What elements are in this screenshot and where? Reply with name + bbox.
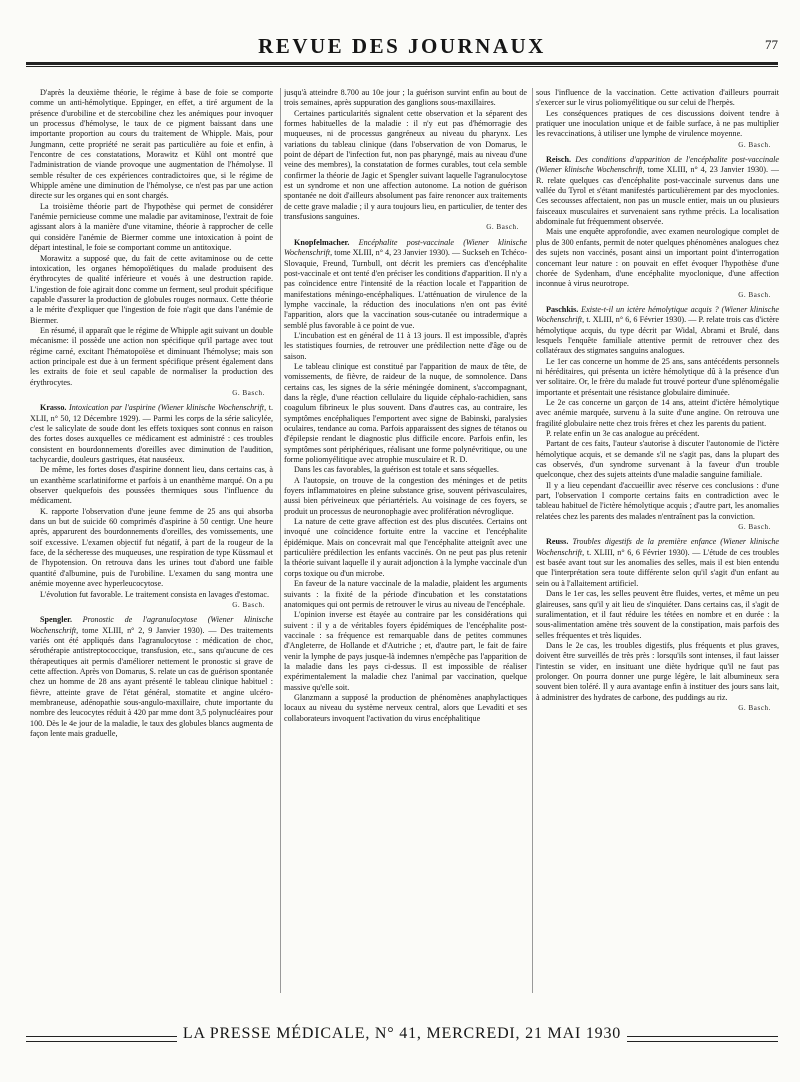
paragraph: Suckseh en Tchéco-Slovaquie, Freund, Turnbull, ont décrit les premiers cas d'encéphalite post-vaccinale et ont tenté d'en préciser les conditions d'apparition. Il n'y a pas coïncidence entre l'intensité de la réaction locale et l'apparition de manifestations méningo-encéphaliques. L'atténuation de virulence de la lymphe vaccinale, la réduction des inoculations n'en ont pas évité l'apparition, alors que la vaccination sous-cutanée ou intradermique a semblé plus favorable à ce point de vue. [284,248,527,330]
article-heading [536,305,779,357]
article-reuss [536,537,779,713]
article-title: Intoxication par l'aspirine [69,403,156,413]
article-title: Existe-t-il un ictère hémolytique acquis ? [581,304,719,314]
paragraph: Il y a lieu cependant d'accueillir avec réserve ces conclusions : d'une part, l'observation I comporte certains faits en contradiction avec le tableau habituel de l'ictère hémolytique acquis ; d'autre part, les anomalies relatées chez les parents des malades n'entraînent pas la conviction. [536,480,779,521]
article-journal: (Wiener klinische Wochenschrift, [158,403,267,413]
paragraph: De même, les fortes doses d'aspirine donnent lieu, dans certains cas, à un exanthème scarlatiniforme et parfois à un enanthème marqué. On a pu observer quelquefois des poussées thermiques sous l'influence du médicament. [30,465,273,506]
paragraph: L'opinion inverse est étayée au contraire par les considérations qui suivent : il y a de véritables foyers épidémiques de l'encéphalite post-vaccinale : sa fréquence est remarquable dans de petites communes d'Angleterre, de Hollande et d'Autriche ; et, d'autre part, le fait de faire venir la lymphe de pays jusque-là indemnes n'empêche pas l'apparition de la maladie dans les pays ci-dessus. Il est impossible de réaliser expérimentalement la maladie chez l'animal par vaccination, quelque massive qu'elle soit. [284,610,527,692]
article-reference: tome XLIII, n° 4, 23 Janvier 1930). — [334,248,461,258]
author-signature: G. Basch. [738,290,771,299]
paragraph: En résumé, il apparaît que le régime de Whipple agit suivant un double mécanisme: il possède une action non spécifique qu'il partage avec tout régime carné, excitant l'hématopoïèse et diminuant l'hémolyse; mais son action principale est due à un ferment spécifique présent également dans les extraits de foie et seul capable de normaliser la production des érythrocytes. [30,325,273,387]
article-author: Krasso. [40,403,67,413]
page-footer [26,1025,778,1046]
paragraph: L'incubation est en général de 11 à 13 jours. Il est impossible, d'après les statistiques fournies, de retrouver une prédilection nette d'âge ou de saison. [284,330,527,361]
article-reference: t. XLIII, n° 6, 6 Février 1930). — [586,315,697,325]
paragraph: K. rapporte l'observation d'une jeune femme de 25 ans qui absorba dans un but de suicide 60 comprimés d'aspirine à 50 centigr. Une heure après, apparurent des bourdonnements d'oreilles, des vomissements, une soif excessive. L'examen objectif fut négatif, à part de la rougeur de la face, de la sécheresse des muqueuses, une respiration de type Küssmaul et de l'hypotension. On retrouva dans les urines tout d'abord une faible quantité d'albumine, puis de l'urobiline. L'examen du sang montra une anémie moyenne avec hyperleucocytose. [30,506,273,589]
paragraph: P. relate trois cas d'ictère hémolytique acquis, du type décrit par Widal, Abrami et Brulé, dans lesquels l'enquête familiale attentive permit de retrouver chez des collatéraux des stigmates sanguins analogues. [536,315,779,356]
paragraph: Mais une enquête approfondie, avec examen neurologique complet de plus de 300 enfants, permit de noter quelques phénomènes analogues chez des sujets non vaccinés, posant ainsi un important point d'interrogation concernant leur nature : on pouvait en effet évoquer l'hypothèse d'une chorée de Sydenham, d'une encéphalite myoclonique, d'une affection inconnue à virus neurotrope. [536,227,779,289]
paragraph: Certaines particularités signalent cette observation et la séparent des formes habituelles de la maladie : il n'y eut pas d'hémorragie des muqueuses, ni de processus gangréneux au niveau du pharynx. Les variations du tableau clinique (dans l'observation de von Domarus, le point de départ de l'infection fut, non pas pharyngé, mais au niveau d'une veine des membres), la constatation de formes curables, tout cela semble confirmer la théorie de Jagic et Spengler suivant laquelle l'agranulocytose est un syndrome et non une affection autonome. La notion de guérison spontanée ne doit d'ailleurs absolument pas faire renoncer aux traitements de cette grave maladie ; il y aura toujours lieu, en particulier, de tenter des transfusions sanguines. [284,108,527,222]
paragraph: D'après la deuxième théorie, le régime à base de foie se comporte comme un anti-hémolytique. Eppinger, en effet, a tiré argument de la présence d'urobiline et de stercobiline chez les anémiques pour invoquer un processus d'hémolyse, le taux de ce pigment baissant dans une importante proportion au cours du traitement de Whipple. Mais, pour Jungmann, cette propriété ne serait pas particulière au foie et enfin, à l'encontre de ces constatations, Morawitz et Kühl ont montré que l'administration de viande provoque une augmentation de l'hémolyse. Il semble résulter de ces expériences contradictoires que, si le régime de Whipple amène une diminution de l'hémolyse, ce n'est pas par une action directe sur les organes qui en sont chargés. [30,88,273,201]
article-author: Reisch. [546,155,572,165]
paragraph: Parmi les corps de la série salicylée, c'est le salicylate de soude dont les effets toxiques sont connus en raison des fortes doses auxquelles ce médicament est administré : ces troubles consistent en bourdonnements d'oreilles avec diminution de l'audition, tachycardie, douleurs gastriques, état nauséeux. [30,413,273,465]
page-header [26,34,778,58]
article-journal: (Wiener klinische Wochenschrift, [284,237,527,258]
author-signature: G. Basch. [738,140,771,149]
paragraph: L'étude de ces troubles est basée avant tout sur les anomalies des selles, mais il est bien entendu que l'interprétation sera toute différente selon qu'il s'agit d'un enfant au sein ou à l'allaitement artificiel. [536,547,779,588]
article-title: Pronostic de l'agranulocytose [82,615,198,625]
author-signature: G. Basch. [232,600,265,609]
article-heading [536,155,779,227]
header-rule-thick [26,62,778,65]
author-signature: G. Basch. [486,223,519,232]
paragraph: Le 1er cas concerne un homme de 25 ans, sans antécédents personnels ni héréditaires, qui présenta un ictère hémolytique dû à la présence d'un ver solitaire. Or, le frère du malade fut trouvé porteur d'une splénomégalie importante et présentait une résistance globulaire diminuée. [536,356,779,397]
paragraph: Dans les cas favorables, la guérison est totale et sans séquelles. [294,465,499,475]
paragraph: Le 2e cas concerne un garçon de 14 ans, atteint d'ictère hémolytique avec anémie marquée, survenu à la suite d'une angine. On retrouva une fragilité globulaire nette chez trois frères et chez les parents du patient. [536,397,779,428]
article-krasso [30,403,273,610]
paragraph: sous l'influence de la vaccination. Cette activation d'ailleurs pourrait s'exercer sur le virus poliomyélitique ou sur celui de l'herpès. [536,88,779,108]
article-reference: tome XLIII, n° 4, 23 Janvier 1930). — [647,165,779,175]
paragraph: Dans le 2e cas, les troubles digestifs, plus fréquents et plus graves, doivent être surveillés de très près : lorsqu'ils sont intenses, il faut laisser l'intestin se vider, en insituant une diète hydrique qu'il ne faut pas prolonger. On pourra donner une purge légère, le lait albumineux sera souvent bien toléré. Il y aura avantage enfin à instituer des jours sans lait, à administrer des hydrates de carbone, des puddings au riz. [536,640,779,702]
article-journal: (Wiener klinische Wochenschrift, [536,537,779,557]
article-heading [536,537,779,589]
article-journal: (Wiener klinische Wochenschrift, [536,165,645,175]
journal-section-title: REVUE DES JOURNAUX [258,34,546,58]
article-author: Knopfelmacher. [294,237,350,247]
paragraph: La nature de cette grave affection est des plus discutées. Certains ont invoqué une coïncidence fortuite entre la vaccine et l'encéphalite épidémique. Mais on concevrait mal que l'encéphalite atteignît avec une particulière prédilection les enfants vaccinés. On ne peut pas plus retenir la théorie suivant laquelle il y aurait adjonction à la lymphe vaccinale d'un corps toxique ou d'un microbe. [284,517,527,578]
paragraph: Partant de ces faits, l'auteur s'autorise à discuter l'autonomie de l'ictère hémolytique acquis, et se demande s'il ne s'agit pas, dans la plupart des cas observés, d'un syndrome survenant à la faveur d'un trouble quelconque, chez des sujets atteints d'une maladie sanguine familiale. [536,439,779,480]
article-knopfelmacher [284,238,527,724]
author-signature: G. Basch. [738,703,771,712]
paragraph: Le tableau clinique est constitué par l'apparition de maux de tête, de vomissements, de fièvre, de raideur de la nuque, de somnolence. Dans certains cas, les signes de la série méningée dominent, s'accompagnant, dans la règle, d'une réaction cellulaire du liquide céphalo-rachidien, sans coagulum fibrineux le plus souvent. Dans d'autres cas, au contraire, les symptômes encéphaliques l'emportent avec signe de Babinski, paralysies oculaires, tendance au coma. Parfois apparaissent des signes de tétanos ou d'épilepsie rendant le diagnostic plus difficile encore. Parfois enfin, les symptômes sont périphériques, réalisant une forme polynévritique, ou une forme poliomyélitique avec atrophie musculaire et R. D. [284,361,527,465]
article-journal: (Wiener klinische Wochenschrift, [30,615,273,635]
article-heading [30,615,273,739]
paragraph: La troisième théorie part de l'hypothèse qui permet de considérer l'anémie pernicieuse comme une maladie par avitaminose, l'extrait de foie agissant alors à la manière d'une vitamine, théorie à rapprocher de celle qui considère l'anémie de Biermer comme une intoxication à point de départ intestinal, le foie se comportant comme un antitoxique. [30,201,273,253]
paragraph: Glanzmann a supposé la production de phénomènes anaphylactiques locaux au niveau du système nerveux central, alors que Levaditi et ses collaborateurs invoquent l'activation du virus encéphalitique [284,692,527,723]
text-column-1 [30,88,273,993]
article-title: Encéphalite post-vaccinale [358,237,455,247]
author-signature: G. Basch. [232,388,265,397]
text-column-2 [284,88,527,993]
article-heading [30,403,273,465]
article-author: Paschkis. [546,304,579,314]
article-reisch [536,155,779,300]
paragraph: R. relate quelques cas d'encéphalite post-vaccinale survenus dans une vallée du Tyrol et s'étant manifestés particulièrement par des myoclonies. Ces secousses affectaient, non pas un muscle entier, mais un ou plusieurs faisceaux musculaires et survenaient sans rythme précis. La localisation abdominale fut fréquemment observée. [536,175,779,227]
article-paschkis [536,305,779,533]
paragraph: L'évolution fut favorable. Le traitement consista en lavages d'estomac. [40,589,269,599]
column-separator [532,88,533,993]
article-reference: t. XLIII, n° 6, 6 Février 1930). — [586,547,701,557]
article-author: Reuss. [546,537,569,547]
article-title: Troubles digestifs de la première enfance [572,537,717,547]
author-signature: G. Basch. [738,523,771,532]
column-separator [280,88,281,993]
paragraph: jusqu'à atteindre 8.700 au 10e jour ; la guérison survint enfin au bout de trois semaines, après suppuration des ganglions sous-maxillaires. [284,88,527,108]
article-heading [284,238,527,331]
paragraph: Des traitements variés ont été appliqués dans l'agranulocytose : médication de choc, sérothérapie antistreptococcique, transfusion, etc., sans qu'aucune de ces thérapeutiques ait permis d'améliorer nettement le pronostic si grave de cette affection. Après von Domarus, S. relate un cas de guérison spontanée chez un homme de 28 ans ayant présenté le tableau clinique habituel : fièvre, atteinte grave de l'état général, stomatite et angine ulcéro-membraneuse, adénopathie sous-angulo-maxillaire, chute importante du nombre des leucocytes réduit à 420 par mme dont 3,5 polynucléaires pour 100. Dès le 4e jour de la maladie, le taux des globules blancs augmenta de façon lente mais graduelle, [30,625,273,738]
paragraph: Morawitz a supposé que, du fait de cette avitaminose ou de cette intoxication, les organes hémopoïétiques du malade produisent des érythrocytes de qualité inférieure et voués à une destruction rapide. L'ingestion de foie agirait donc comme un ferment, seul produit spécifique capable d'assurer la production de globules rouges normaux. Cette théorie a le mérite d'expliquer que l'ingestion de foie n'agit que dans l'anémie de Biermer. [30,253,273,325]
paragraph: A l'autopsie, on trouve de la congestion des méninges et de petits foyers inflammatoires en pleine substance grise, souvent périvasculaires, aussi bien périveineux que périartériels. Au voisinage de ces foyers, se produit un processus de neuronophagie avec prolifération névroglique. [284,475,527,516]
paragraph: Les conséquences pratiques de ces discussions doivent tendre à pratiquer une inoculation unique et de faible surface, à ne pas multiplier les revaccinations, à utiliser une lymphe de virulence moyenne. [536,108,779,139]
article-author: Spengler. [40,615,72,625]
paragraph: En faveur de la nature vaccinale de la maladie, plaident les arguments suivants : la fixité de la période d'incubation et les constatations anatomiques qui ont permis de retrouver le virus au niveau de l'encéphale. [284,579,527,609]
paragraph: Dans le 1er cas, les selles peuvent être fluides, vertes, et même un peu glaireuses, sans qu'il y ait lieu de s'inquiéter. Dans certains cas, il s'agit de suralimentation, et il faut réduire les tétées en nombre et en durée : la sous-alimentation amène très souvent de la constipation, mais parfois des selles fréquentes et très liquides. [536,589,779,640]
article-title: Des conditions d'apparition de l'encéphalite post-vaccinale [575,155,779,165]
page-number: 77 [765,37,778,52]
article-journal: (Wiener klinische Wochenschrift, [536,304,779,325]
article-reference: tome XLIII, n° 2, 9 Janvier 1930). — [82,625,217,635]
article-reference: t. XLII, n° 50, 12 Décembre 1929). — [30,403,273,423]
header-rule-thin [26,66,778,67]
footer-text: LA PRESSE MÉDICALE, N° 41, MERCREDI, 21 MAI 1930 [177,1025,627,1042]
text-column-3 [536,88,779,993]
paragraph: P. relate enfin un 3e cas analogue au précédent. [546,429,700,438]
article-spengler [30,615,273,739]
